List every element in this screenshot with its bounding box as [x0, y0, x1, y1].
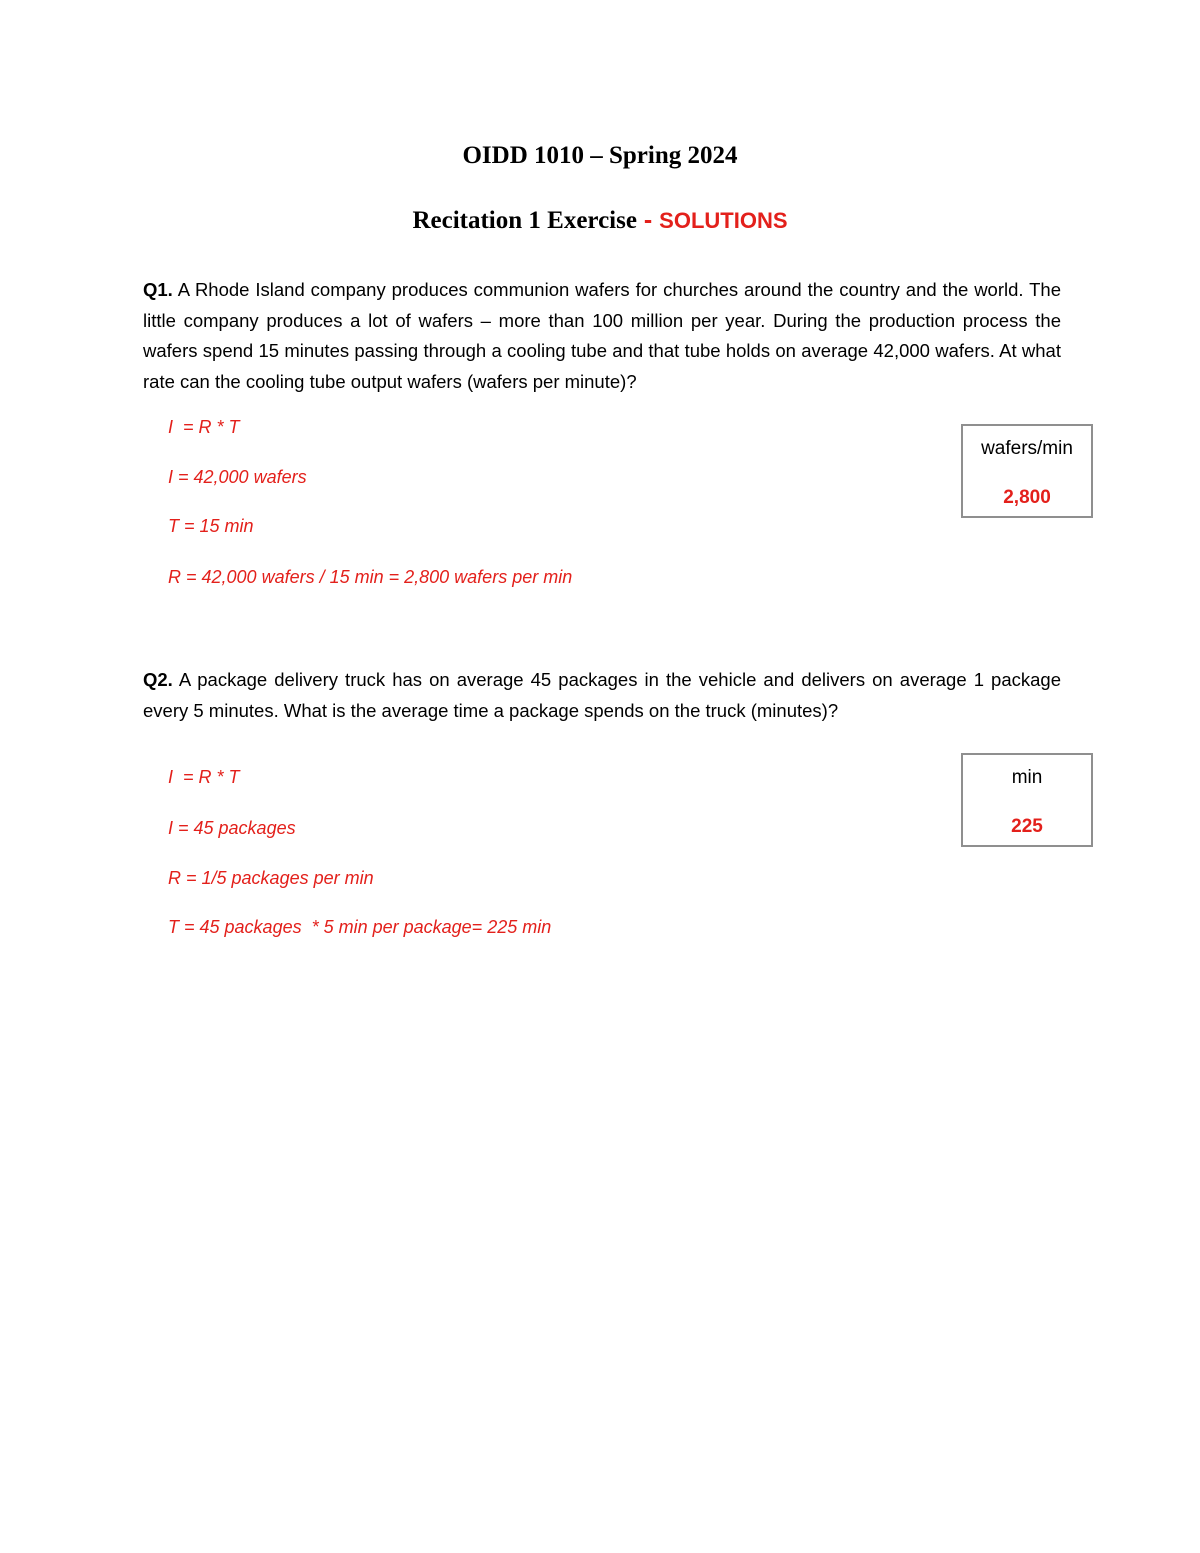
question-1-body: A Rhode Island company produces communion wafers for churches around the country and the world. The little company produces a lot of wafers – more than 100 million per year. During the production process the wafers spend 15 minutes passing through a cooling tube and that tube holds on average 42,000 wafers. At what rate can the cooling tube output wafers (wafers per minute)? — [143, 279, 1061, 392]
q2-answer-unit: min — [1011, 767, 1043, 788]
subtitle-solutions: SOLUTIONS — [659, 208, 788, 233]
q2-work-line: I = R * T — [168, 767, 240, 787]
q1-answer-unit: wafers/min — [981, 438, 1073, 459]
page-title: OIDD 1010 – Spring 2024 — [462, 142, 738, 169]
q1-work-line: I = R * T — [168, 417, 240, 437]
question-2-number: Q2. — [143, 669, 173, 690]
q2-work-line: I = 45 packages — [168, 818, 296, 838]
q1-work-line: R = 42,000 wafers / 15 min = 2,800 wafers per min — [168, 567, 573, 587]
q2-work-line: T = 45 packages * 5 min per package= 225 min — [168, 917, 552, 937]
question-1-number: Q1. — [143, 279, 173, 300]
question-2-body: A package delivery truck has on average 45 packages in the vehicle and delivers on average 1 package every 5 minutes. What is the average time a package spends on the truck (minutes)? — [143, 669, 1061, 721]
question-2-text — [143, 665, 1061, 726]
q1-work-line: T = 15 min — [168, 516, 254, 536]
q2-work-line: R = 1/5 packages per min — [168, 868, 374, 888]
subtitle-separator: - — [636, 206, 660, 234]
question-1-text — [143, 275, 1061, 397]
q1-answer-box — [961, 424, 1093, 518]
subtitle-main: Recitation 1 Exercise — [412, 207, 637, 234]
q2-answer-box — [961, 753, 1093, 847]
q1-work-line: I = 42,000 wafers — [168, 467, 307, 487]
page-subtitle — [0, 206, 1200, 235]
q1-answer-value: 2,800 — [1003, 487, 1051, 508]
q2-answer-value: 225 — [1011, 816, 1043, 837]
